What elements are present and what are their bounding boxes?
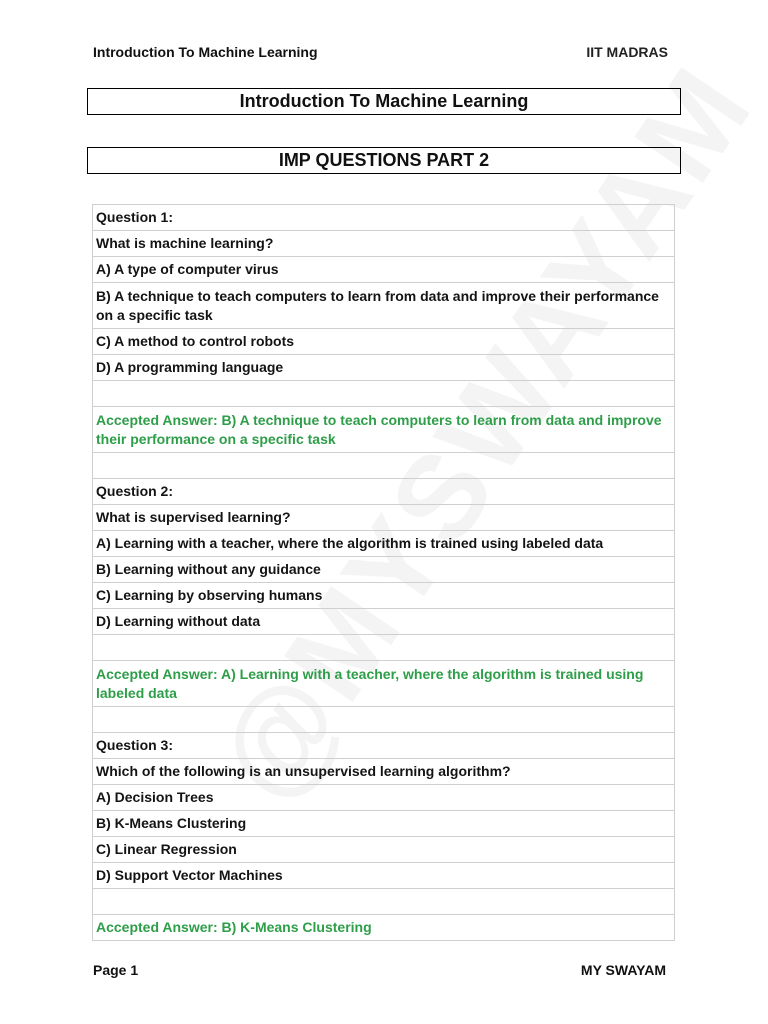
header-institute: IIT MADRAS bbox=[586, 44, 668, 60]
option: A) A type of computer virus bbox=[93, 257, 675, 283]
spacer-cell bbox=[93, 453, 675, 479]
accepted-answer: Accepted Answer: B) A technique to teach computers to learn from data and improve their performance on a specific task bbox=[93, 407, 675, 453]
footer-brand: MY SWAYAM bbox=[580, 962, 666, 978]
table-row bbox=[93, 283, 675, 329]
table-row bbox=[93, 381, 675, 407]
page-header bbox=[93, 44, 668, 62]
table-row bbox=[93, 231, 675, 257]
table-row bbox=[93, 531, 675, 557]
header-course-title: Introduction To Machine Learning bbox=[93, 44, 318, 60]
table-row bbox=[93, 889, 675, 915]
table-row bbox=[93, 863, 675, 889]
option: D) Support Vector Machines bbox=[93, 863, 675, 889]
table-row bbox=[93, 733, 675, 759]
accepted-answer: Accepted Answer: A) Learning with a teacher, where the algorithm is trained using labeled data bbox=[93, 661, 675, 707]
option: B) K-Means Clustering bbox=[93, 811, 675, 837]
table-row bbox=[93, 407, 675, 453]
table-row bbox=[93, 811, 675, 837]
question-number: Question 1: bbox=[93, 205, 675, 231]
table-row bbox=[93, 329, 675, 355]
table-row bbox=[93, 205, 675, 231]
page-footer bbox=[93, 962, 666, 980]
option: D) A programming language bbox=[93, 355, 675, 381]
question-number: Question 2: bbox=[93, 479, 675, 505]
table-row bbox=[93, 583, 675, 609]
spacer-cell bbox=[93, 381, 675, 407]
table-row bbox=[93, 837, 675, 863]
table-row bbox=[93, 759, 675, 785]
question-text: What is supervised learning? bbox=[93, 505, 675, 531]
question-number: Question 3: bbox=[93, 733, 675, 759]
table-row bbox=[93, 355, 675, 381]
table-row bbox=[93, 609, 675, 635]
spacer-cell bbox=[93, 889, 675, 915]
table-row bbox=[93, 505, 675, 531]
option: B) Learning without any guidance bbox=[93, 557, 675, 583]
option: A) Learning with a teacher, where the algorithm is trained using labeled data bbox=[93, 531, 675, 557]
option: D) Learning without data bbox=[93, 609, 675, 635]
questions-table bbox=[92, 204, 675, 941]
page-number: Page 1 bbox=[93, 962, 139, 978]
section-title: IMP QUESTIONS PART 2 bbox=[87, 147, 681, 174]
option: B) A technique to teach computers to learn from data and improve their performance on a specific task bbox=[93, 283, 675, 329]
option: A) Decision Trees bbox=[93, 785, 675, 811]
accepted-answer: Accepted Answer: B) K-Means Clustering bbox=[93, 915, 675, 941]
table-row bbox=[93, 915, 675, 941]
table-row bbox=[93, 257, 675, 283]
option: C) Linear Regression bbox=[93, 837, 675, 863]
table-row bbox=[93, 557, 675, 583]
option: C) Learning by observing humans bbox=[93, 583, 675, 609]
document-title: Introduction To Machine Learning bbox=[87, 88, 681, 115]
table-row bbox=[93, 707, 675, 733]
table-row bbox=[93, 453, 675, 479]
spacer-cell bbox=[93, 635, 675, 661]
question-text: Which of the following is an unsupervised learning algorithm? bbox=[93, 759, 675, 785]
table-row bbox=[93, 661, 675, 707]
spacer-cell bbox=[93, 707, 675, 733]
option: C) A method to control robots bbox=[93, 329, 675, 355]
table-row bbox=[93, 479, 675, 505]
table-row bbox=[93, 785, 675, 811]
question-text: What is machine learning? bbox=[93, 231, 675, 257]
table-row bbox=[93, 635, 675, 661]
